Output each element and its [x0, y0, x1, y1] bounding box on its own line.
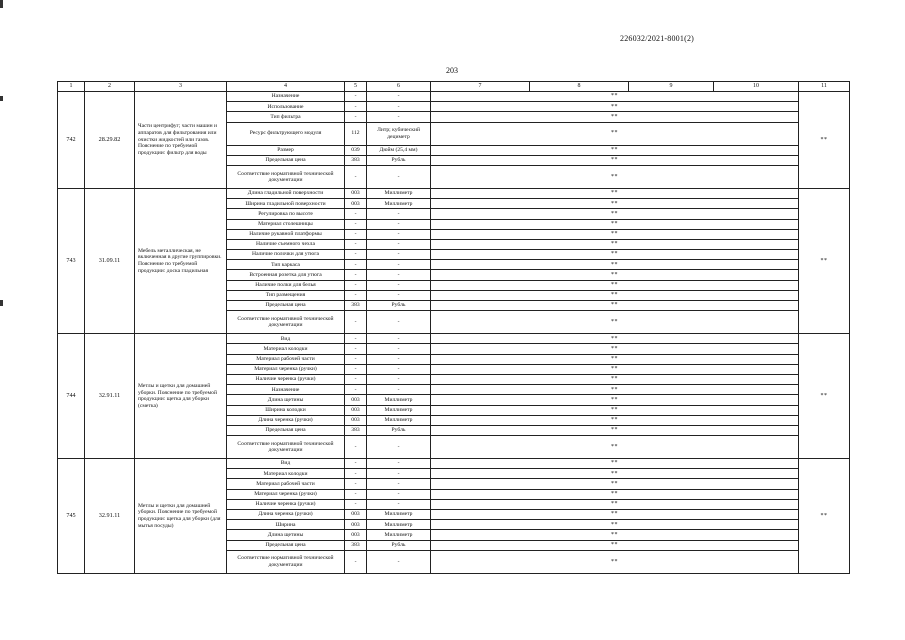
okei-code: -: [345, 102, 367, 112]
attribute-name: Назначение: [227, 385, 345, 395]
attribute-name: Ширина: [227, 520, 345, 530]
unit-name: -: [367, 364, 431, 374]
attribute-value: **: [431, 530, 799, 540]
attribute-value: **: [431, 92, 799, 102]
unit-name: Миллиметр: [367, 199, 431, 209]
attribute-name: Ширина колодки: [227, 405, 345, 415]
okei-code: -: [345, 239, 367, 249]
attribute-name: Тип каркаса: [227, 260, 345, 270]
attribute-value: **: [431, 540, 799, 550]
okei-code: -: [345, 459, 367, 469]
document-number: 226032/2021-8001(2): [620, 34, 695, 43]
attribute-value: **: [431, 479, 799, 489]
okei-code: -: [345, 489, 367, 499]
okpd2-code: 32.91.11: [85, 334, 135, 459]
attribute-value: **: [431, 260, 799, 270]
attribute-value: **: [431, 250, 799, 260]
attribute-value: **: [431, 425, 799, 435]
unit-name: -: [367, 479, 431, 489]
unit-name: -: [367, 290, 431, 300]
okei-code: -: [345, 112, 367, 122]
okei-code: -: [345, 499, 367, 509]
item-name: Метлы и щетки для домашней уборки. Пояснение по требуемой продукции: щетка для уборки (для мытья посуды): [135, 459, 227, 574]
attribute-name: Использование: [227, 102, 345, 112]
okpd2-code: 31.09.11: [85, 188, 135, 333]
page-number: 203: [446, 66, 458, 75]
attribute-name: Соответствие нормативной технической документации: [227, 550, 345, 573]
unit-name: Рубль: [367, 155, 431, 165]
attribute-name: Длина щетины: [227, 530, 345, 540]
item-name: Мебель металлическая, не включенная в другие группировки. Пояснение по требуемой продукции: доска гладильная: [135, 188, 227, 333]
okei-code: 003: [345, 415, 367, 425]
unit-name: -: [367, 229, 431, 239]
okei-code: -: [345, 334, 367, 344]
attribute-value: **: [431, 155, 799, 165]
okei-code: 112: [345, 122, 367, 145]
attribute-value: **: [431, 290, 799, 300]
table-header-row: [58, 82, 850, 92]
unit-name: -: [367, 436, 431, 459]
unit-name: Миллиметр: [367, 395, 431, 405]
attribute-value: **: [431, 354, 799, 364]
attribute-value: **: [431, 499, 799, 509]
unit-name: -: [367, 102, 431, 112]
okpd2-code: 32.91.11: [85, 459, 135, 574]
attribute-name: Предельная цена: [227, 155, 345, 165]
table-row: [58, 334, 850, 344]
attribute-name: Предельная цена: [227, 540, 345, 550]
okei-code: 003: [345, 199, 367, 209]
attribute-name: Предельная цена: [227, 301, 345, 311]
registry-table: [57, 81, 850, 574]
unit-name: Рубль: [367, 301, 431, 311]
okei-code: -: [345, 436, 367, 459]
column-header-8: 8: [530, 82, 629, 92]
item-number: 745: [58, 459, 85, 574]
attribute-name: Материал черенка (ручки): [227, 489, 345, 499]
attribute-name: Наличие полки для белья: [227, 280, 345, 290]
unit-name: Миллиметр: [367, 510, 431, 520]
okei-code: 003: [345, 405, 367, 415]
okei-code: -: [345, 364, 367, 374]
unit-name: Миллиметр: [367, 415, 431, 425]
attribute-value: **: [431, 112, 799, 122]
unit-name: Миллиметр: [367, 520, 431, 530]
attribute-name: Тип размещения: [227, 290, 345, 300]
okei-code: -: [345, 250, 367, 260]
attribute-value: **: [431, 280, 799, 290]
okei-code: 003: [345, 510, 367, 520]
unit-name: -: [367, 385, 431, 395]
scan-edge-mark: [0, 96, 3, 101]
attribute-value: **: [431, 395, 799, 405]
okei-code: -: [345, 354, 367, 364]
attribute-name: Материал колодки: [227, 469, 345, 479]
item-number: 744: [58, 334, 85, 459]
attribute-value: **: [431, 311, 799, 334]
table-row: [58, 459, 850, 469]
attribute-name: Соответствие нормативной технической документации: [227, 165, 345, 188]
col11-value: **: [799, 92, 850, 189]
okei-code: -: [345, 280, 367, 290]
okei-code: -: [345, 311, 367, 334]
attribute-value: **: [431, 229, 799, 239]
unit-name: Миллиметр: [367, 405, 431, 415]
attribute-name: Вид: [227, 334, 345, 344]
okei-code: -: [345, 270, 367, 280]
okei-code: -: [345, 219, 367, 229]
okei-code: 039: [345, 145, 367, 155]
unit-name: -: [367, 250, 431, 260]
unit-name: Рубль: [367, 425, 431, 435]
unit-name: -: [367, 92, 431, 102]
attribute-name: Материал рабочей части: [227, 479, 345, 489]
attribute-value: **: [431, 436, 799, 459]
attribute-value: **: [431, 469, 799, 479]
attribute-name: Ресурс фильтрующего модуля: [227, 122, 345, 145]
column-header-1: 1: [58, 82, 85, 92]
unit-name: Рубль: [367, 540, 431, 550]
attribute-name: Наличие черенка (ручки): [227, 499, 345, 509]
okei-code: -: [345, 209, 367, 219]
okei-code: 383: [345, 425, 367, 435]
attribute-name: Тип фильтра: [227, 112, 345, 122]
okei-code: -: [345, 550, 367, 573]
column-header-4: 4: [227, 82, 345, 92]
attribute-value: **: [431, 239, 799, 249]
attribute-value: **: [431, 102, 799, 112]
attribute-name: Наличие черенка (ручки): [227, 374, 345, 384]
unit-name: -: [367, 311, 431, 334]
attribute-name: Наличие полочки для утюга: [227, 250, 345, 260]
attribute-name: Назначение: [227, 92, 345, 102]
attribute-value: **: [431, 405, 799, 415]
col11-value: **: [799, 459, 850, 574]
unit-name: -: [367, 165, 431, 188]
attribute-value: **: [431, 374, 799, 384]
attribute-value: **: [431, 301, 799, 311]
attribute-name: Регулировка по высоте: [227, 209, 345, 219]
attribute-name: Соответствие нормативной технической документации: [227, 311, 345, 334]
okei-code: 003: [345, 188, 367, 198]
unit-name: -: [367, 219, 431, 229]
attribute-name: Материал рабочей части: [227, 354, 345, 364]
unit-name: Дюйм (25,4 мм): [367, 145, 431, 155]
attribute-name: Материал черенка (ручки): [227, 364, 345, 374]
table-row: [58, 92, 850, 102]
okei-code: -: [345, 290, 367, 300]
column-header-9: 9: [629, 82, 714, 92]
attribute-name: Предельная цена: [227, 425, 345, 435]
unit-name: -: [367, 112, 431, 122]
attribute-name: Ширина гладильной поверхности: [227, 199, 345, 209]
unit-name: -: [367, 280, 431, 290]
item-number: 743: [58, 188, 85, 333]
unit-name: -: [367, 344, 431, 354]
attribute-value: **: [431, 334, 799, 344]
column-header-2: 2: [85, 82, 135, 92]
col11-value: **: [799, 188, 850, 333]
okei-code: 383: [345, 540, 367, 550]
attribute-value: **: [431, 344, 799, 354]
okei-code: -: [345, 165, 367, 188]
okei-code: 383: [345, 301, 367, 311]
okei-code: -: [345, 92, 367, 102]
attribute-name: Встроенная розетка для утюга: [227, 270, 345, 280]
okei-code: -: [345, 344, 367, 354]
okei-code: -: [345, 260, 367, 270]
attribute-name: Длина щетины: [227, 395, 345, 405]
column-header-10: 10: [714, 82, 799, 92]
okei-code: 003: [345, 520, 367, 530]
okei-code: 003: [345, 530, 367, 540]
col11-value: **: [799, 334, 850, 459]
attribute-value: **: [431, 270, 799, 280]
unit-name: Миллиметр: [367, 188, 431, 198]
okei-code: -: [345, 385, 367, 395]
unit-name: -: [367, 489, 431, 499]
attribute-value: **: [431, 122, 799, 145]
attribute-value: **: [431, 188, 799, 198]
column-header-6: 6: [367, 82, 431, 92]
attribute-value: **: [431, 520, 799, 530]
unit-name: Миллиметр: [367, 530, 431, 540]
okei-code: 003: [345, 395, 367, 405]
attribute-name: Вид: [227, 459, 345, 469]
unit-name: Литр; кубический дециметр: [367, 122, 431, 145]
unit-name: -: [367, 334, 431, 344]
attribute-name: Материал колодки: [227, 344, 345, 354]
attribute-value: **: [431, 415, 799, 425]
attribute-value: **: [431, 165, 799, 188]
attribute-value: **: [431, 219, 799, 229]
attribute-value: **: [431, 489, 799, 499]
scan-edge-mark: [0, 0, 3, 8]
attribute-name: Длина гладильной поверхности: [227, 188, 345, 198]
table-row: [58, 188, 850, 198]
attribute-value: **: [431, 459, 799, 469]
attribute-name: Наличие рукавной платформы: [227, 229, 345, 239]
column-header-3: 3: [135, 82, 227, 92]
attribute-value: **: [431, 364, 799, 374]
column-header-5: 5: [345, 82, 367, 92]
attribute-value: **: [431, 209, 799, 219]
column-header-7: 7: [431, 82, 530, 92]
item-name: Части центрифуг; части машин и аппаратов для фильтрования или очистки жидкостей или газов. Пояснение по требуемой продукции: фильтр для воды: [135, 92, 227, 189]
attribute-name: Размер: [227, 145, 345, 155]
attribute-value: **: [431, 199, 799, 209]
attribute-value: **: [431, 510, 799, 520]
unit-name: -: [367, 354, 431, 364]
attribute-name: Длина черенка (ручки): [227, 510, 345, 520]
attribute-name: Длина черенка (ручки): [227, 415, 345, 425]
unit-name: -: [367, 239, 431, 249]
attribute-name: Наличие съемного чехла: [227, 239, 345, 249]
okei-code: -: [345, 469, 367, 479]
attribute-name: Материал столешницы: [227, 219, 345, 229]
item-name: Метлы и щетки для домашней уборки. Пояснение по требуемой продукции: щетка для уборки (сметка): [135, 334, 227, 459]
column-header-11: 11: [799, 82, 850, 92]
attribute-value: **: [431, 385, 799, 395]
scan-edge-mark: [0, 300, 3, 306]
item-number: 742: [58, 92, 85, 189]
unit-name: -: [367, 459, 431, 469]
unit-name: -: [367, 499, 431, 509]
unit-name: -: [367, 374, 431, 384]
unit-name: -: [367, 209, 431, 219]
unit-name: -: [367, 550, 431, 573]
okei-code: -: [345, 479, 367, 489]
unit-name: -: [367, 469, 431, 479]
unit-name: -: [367, 270, 431, 280]
attribute-name: Соответствие нормативной технической документации: [227, 436, 345, 459]
okpd2-code: 28.29.82: [85, 92, 135, 189]
attribute-value: **: [431, 550, 799, 573]
okei-code: 383: [345, 155, 367, 165]
okei-code: -: [345, 229, 367, 239]
okei-code: -: [345, 374, 367, 384]
unit-name: -: [367, 260, 431, 270]
attribute-value: **: [431, 145, 799, 155]
